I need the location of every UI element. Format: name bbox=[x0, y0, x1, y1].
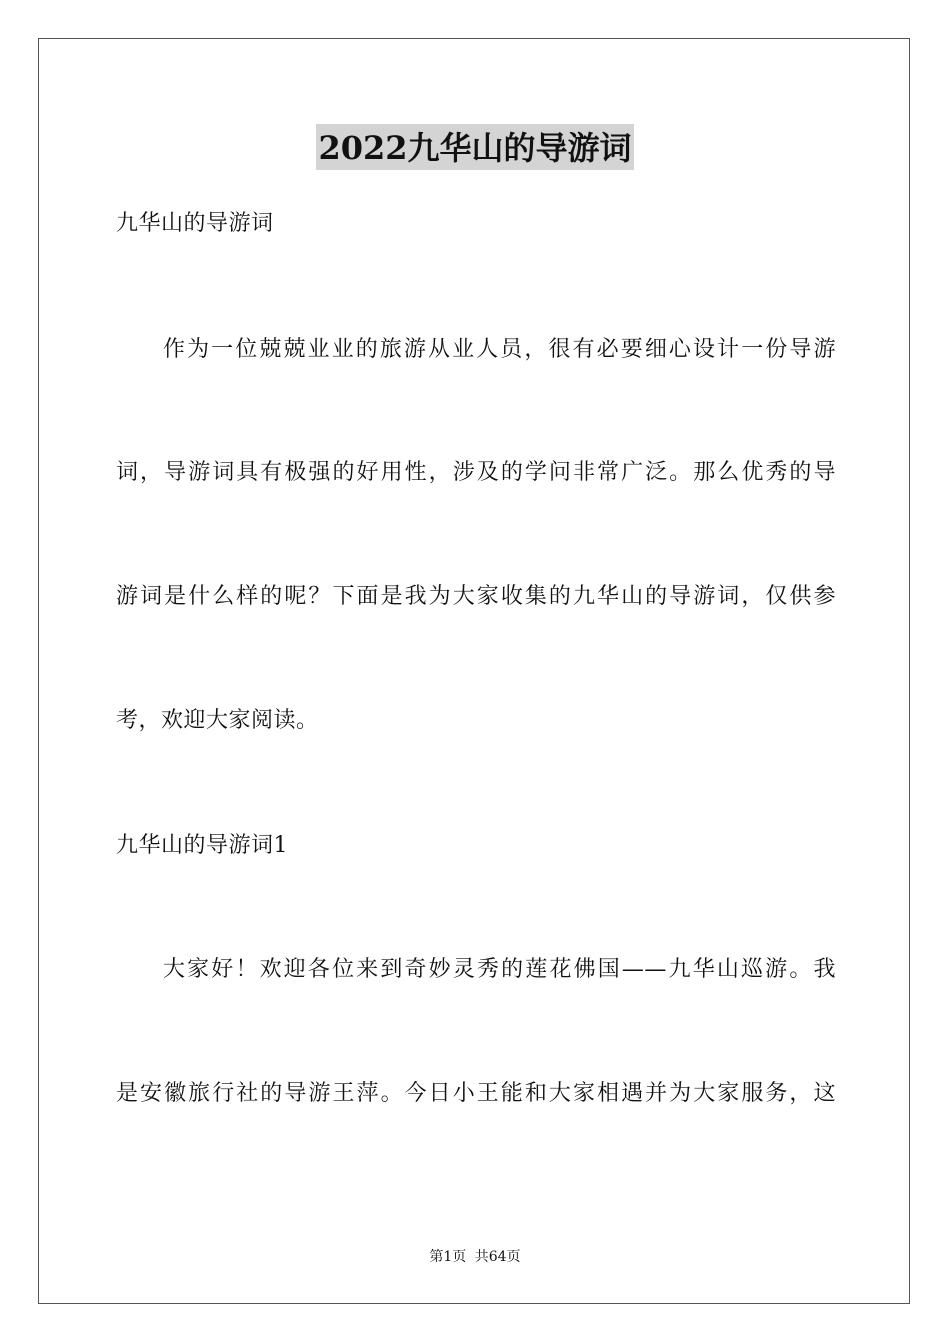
paragraph-line: 是安徽旅行社的导游王萍。今日小王能和大家相遇并为大家服务，这 bbox=[116, 1081, 836, 1106]
page-total: 共64页 bbox=[474, 1249, 521, 1265]
page-number: 第1页 bbox=[429, 1249, 467, 1265]
document-subtitle: 九华山的导游词 bbox=[116, 211, 274, 236]
section-heading: 九华山的导游词1 bbox=[116, 833, 288, 858]
paragraph-line: 游词是什么样的呢？下面是我为大家收集的九华山的导游词，仅供参 bbox=[116, 584, 836, 609]
page-footer bbox=[0, 1247, 950, 1267]
paragraph-line: 考，欢迎大家阅读。 bbox=[116, 708, 319, 733]
document-title: 2022九华山的导游词 bbox=[316, 124, 633, 170]
title-container bbox=[0, 124, 950, 170]
paragraph-line: 大家好！欢迎各位来到奇妙灵秀的莲花佛国——九华山巡游。我 bbox=[163, 957, 836, 982]
paragraph-line: 作为一位兢兢业业的旅游从业人员，很有必要细心设计一份导游 bbox=[163, 337, 836, 362]
paragraph-line: 词，导游词具有极强的好用性，涉及的学问非常广泛。那么优秀的导 bbox=[116, 460, 836, 485]
